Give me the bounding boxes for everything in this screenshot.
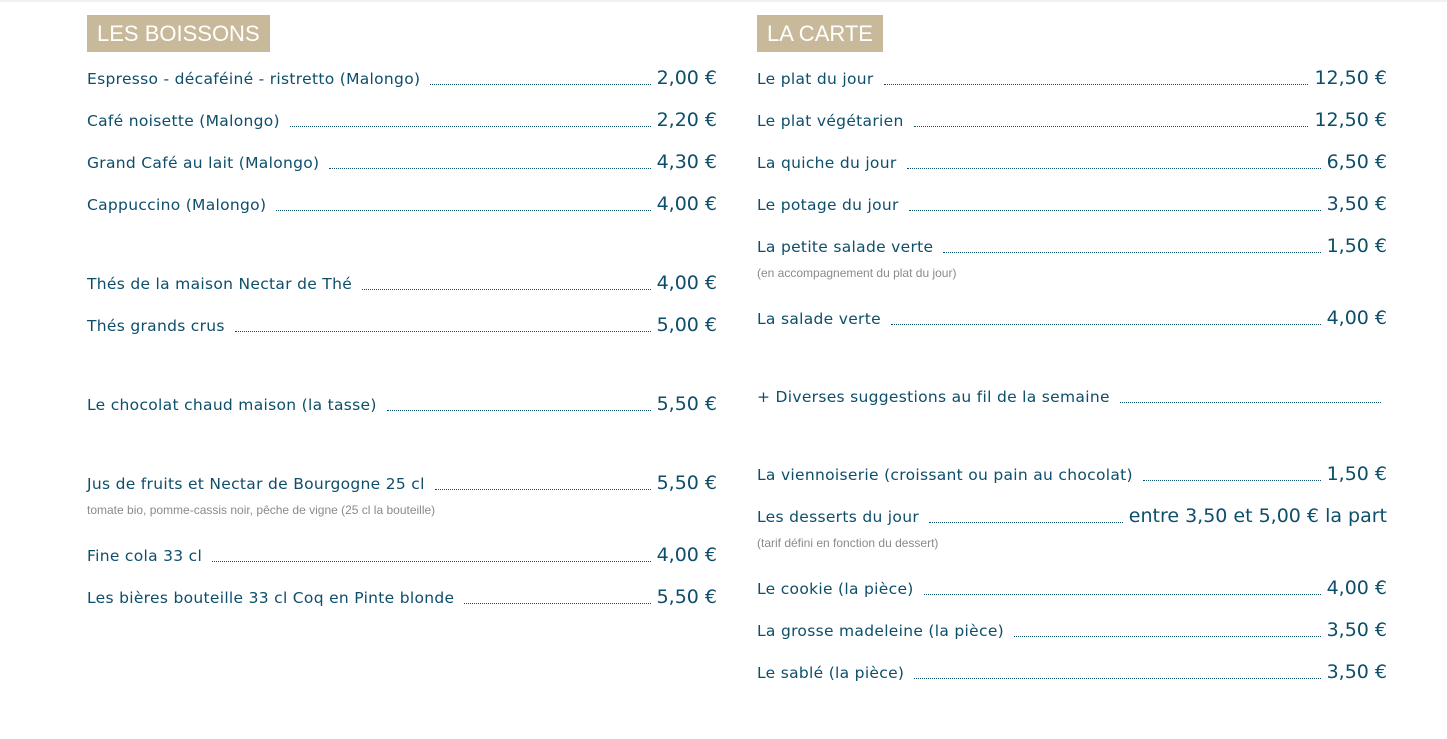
item-price: 4,00 € [1326, 307, 1387, 329]
item-price: 5,50 € [656, 472, 717, 494]
menu-item [757, 463, 1387, 485]
item-name: La viennoiserie (croissant ou pain au chocolat) [757, 466, 1133, 484]
dot-leader [914, 125, 1309, 127]
dot-leader [435, 488, 651, 490]
menu-item [757, 505, 1387, 527]
menu-item [87, 393, 717, 415]
dot-leader [430, 83, 650, 85]
menu-item [757, 109, 1387, 131]
top-divider [0, 0, 1447, 2]
dot-leader [235, 330, 651, 332]
item-price: 3,50 € [1326, 661, 1387, 683]
item-name: La petite salade verte [757, 238, 934, 256]
dot-leader [924, 593, 1321, 595]
item-price: 4,00 € [656, 193, 717, 215]
item-name: Le cookie (la pièce) [757, 580, 914, 598]
dot-leader [387, 409, 651, 411]
drinks-section [87, 15, 717, 628]
menu-item [87, 314, 717, 336]
item-price: 2,20 € [656, 109, 717, 131]
item-price: 5,50 € [656, 586, 717, 608]
dot-leader [907, 167, 1321, 169]
dot-leader [329, 167, 650, 169]
menu-item [87, 109, 717, 131]
menu-item [757, 307, 1387, 329]
dot-leader [464, 602, 650, 604]
item-price: 4,30 € [656, 151, 717, 173]
menu-item [757, 661, 1387, 683]
menu-item [87, 586, 717, 608]
item-name: Le chocolat chaud maison (la tasse) [87, 396, 377, 414]
item-name: + Diverses suggestions au fil de la semaine [757, 388, 1110, 406]
item-name: Fine cola 33 cl [87, 547, 203, 565]
spacer [87, 235, 717, 272]
food-heading: LA CARTE [757, 15, 883, 52]
spacer [757, 349, 1387, 385]
item-name: La salade verte [757, 310, 881, 328]
item-price: 4,00 € [656, 272, 717, 294]
dot-leader [891, 323, 1321, 325]
menu-item [757, 67, 1387, 89]
item-name: Les bières bouteille 33 cl Coq en Pinte blonde [87, 589, 455, 607]
item-name: Grand Café au lait (Malongo) [87, 154, 320, 172]
menu-item [757, 235, 1387, 257]
item-price: 12,50 € [1314, 67, 1387, 89]
dot-leader [276, 209, 650, 211]
item-price: 5,50 € [656, 393, 717, 415]
dot-leader [362, 288, 651, 290]
item-note: tomate bio, pomme-cassis noir, pêche de vigne (25 cl la bouteille) [87, 503, 436, 517]
dot-leader [929, 521, 1123, 523]
spacer [87, 356, 717, 393]
menu-item [87, 151, 717, 173]
menu-item [757, 619, 1387, 641]
menu-item [87, 544, 717, 566]
item-name: Le plat végétarien [757, 112, 904, 130]
menu-item [87, 472, 717, 494]
item-price: 2,00 € [656, 67, 717, 89]
item-name: Jus de fruits et Nectar de Bourgogne 25 cl [87, 475, 425, 493]
drinks-heading: LES BOISSONS [87, 15, 270, 52]
item-name: Cappuccino (Malongo) [87, 196, 267, 214]
item-price: 4,00 € [656, 544, 717, 566]
item-price: 4,00 € [1326, 577, 1387, 599]
item-price: 3,50 € [1326, 193, 1387, 215]
dot-leader [909, 209, 1321, 211]
item-name: Le plat du jour [757, 70, 874, 88]
item-price: 3,50 € [1326, 619, 1387, 641]
food-section [757, 15, 1387, 703]
dot-leader [943, 251, 1320, 253]
item-price: 12,50 € [1314, 109, 1387, 131]
spacer [757, 427, 1387, 463]
item-note: (tarif défini en fonction du dessert) [757, 536, 939, 550]
dot-leader [290, 125, 651, 127]
dot-leader [1014, 635, 1321, 637]
item-price: 6,50 € [1326, 151, 1387, 173]
dot-leader [1120, 401, 1381, 403]
dot-leader [884, 83, 1309, 85]
item-name: Le sablé (la pièce) [757, 664, 905, 682]
menu-item [87, 67, 717, 89]
menu-item [757, 193, 1387, 215]
item-name: Espresso - décaféiné - ristretto (Malongo) [87, 70, 421, 88]
dot-leader [1143, 479, 1321, 481]
menu-item [757, 577, 1387, 599]
item-name: Thés grands crus [87, 317, 225, 335]
item-note: (en accompagnement du plat du jour) [757, 266, 957, 280]
spacer [87, 435, 717, 472]
item-name: Les desserts du jour [757, 508, 919, 526]
menu-item [757, 151, 1387, 173]
item-name: Le potage du jour [757, 196, 899, 214]
dot-leader [212, 560, 650, 562]
dot-leader [914, 677, 1320, 679]
menu-item [87, 272, 717, 294]
item-price: 1,50 € [1326, 463, 1387, 485]
item-price: 1,50 € [1326, 235, 1387, 257]
menu-item [757, 385, 1387, 407]
item-name: Café noisette (Malongo) [87, 112, 280, 130]
item-name: La quiche du jour [757, 154, 897, 172]
menu-item [87, 193, 717, 215]
item-name: La grosse madeleine (la pièce) [757, 622, 1005, 640]
item-price: 5,00 € [656, 314, 717, 336]
item-name: Thés de la maison Nectar de Thé [87, 275, 353, 293]
item-price: entre 3,50 et 5,00 € la part [1128, 505, 1387, 527]
